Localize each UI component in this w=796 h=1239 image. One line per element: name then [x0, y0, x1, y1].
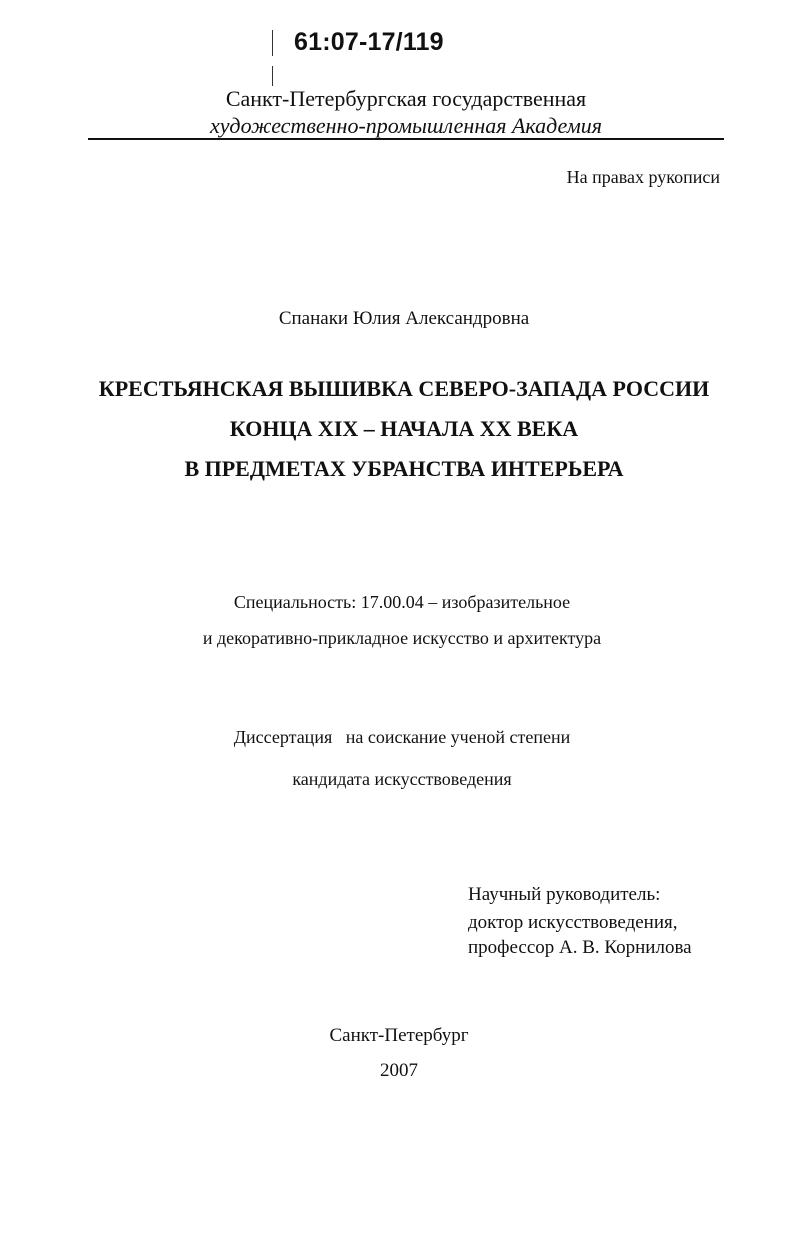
- author-name: Спанаки Юлия Александровна: [278, 308, 530, 329]
- thesis-title-line-3: В ПРЕДМЕТАХ УБРАНСТВА ИНТЕРЬЕРА: [184, 456, 624, 481]
- rights-notice: На правах рукописи: [566, 167, 720, 187]
- margin-mark-top: [272, 30, 273, 56]
- dissertation-line-1: Диссертация на соискание ученой степени: [233, 727, 571, 747]
- institution-line-1: Санкт-Петербургская государственная: [225, 86, 587, 111]
- margin-mark-bottom: [272, 66, 273, 86]
- dissertation-line-2: кандидата искусствоведения: [292, 769, 512, 789]
- supervisor-degree: доктор искусствоведения,: [468, 912, 678, 933]
- thesis-title-line-2: КОНЦА XIX – НАЧАЛА XX ВЕКА: [229, 416, 579, 441]
- supervisor-name: профессор А. В. Корнилова: [468, 937, 692, 958]
- header-divider: [88, 138, 724, 140]
- year: 2007: [380, 1060, 418, 1081]
- registry-number: 61:07-17/119: [294, 28, 444, 56]
- city: Санкт-Петербург: [329, 1025, 469, 1046]
- institution-line-2: художественно-промышленная Академия: [209, 113, 603, 138]
- specialty-line-1: Специальность: 17.00.04 – изобразительное: [233, 592, 571, 612]
- specialty-line-2: и декоративно-прикладное искусство и архитектура: [202, 628, 602, 648]
- thesis-title-line-1: КРЕСТЬЯНСКАЯ ВЫШИВКА СЕВЕРО-ЗАПАДА РОССИИ: [98, 376, 710, 401]
- supervisor-label: Научный руководитель:: [468, 884, 661, 905]
